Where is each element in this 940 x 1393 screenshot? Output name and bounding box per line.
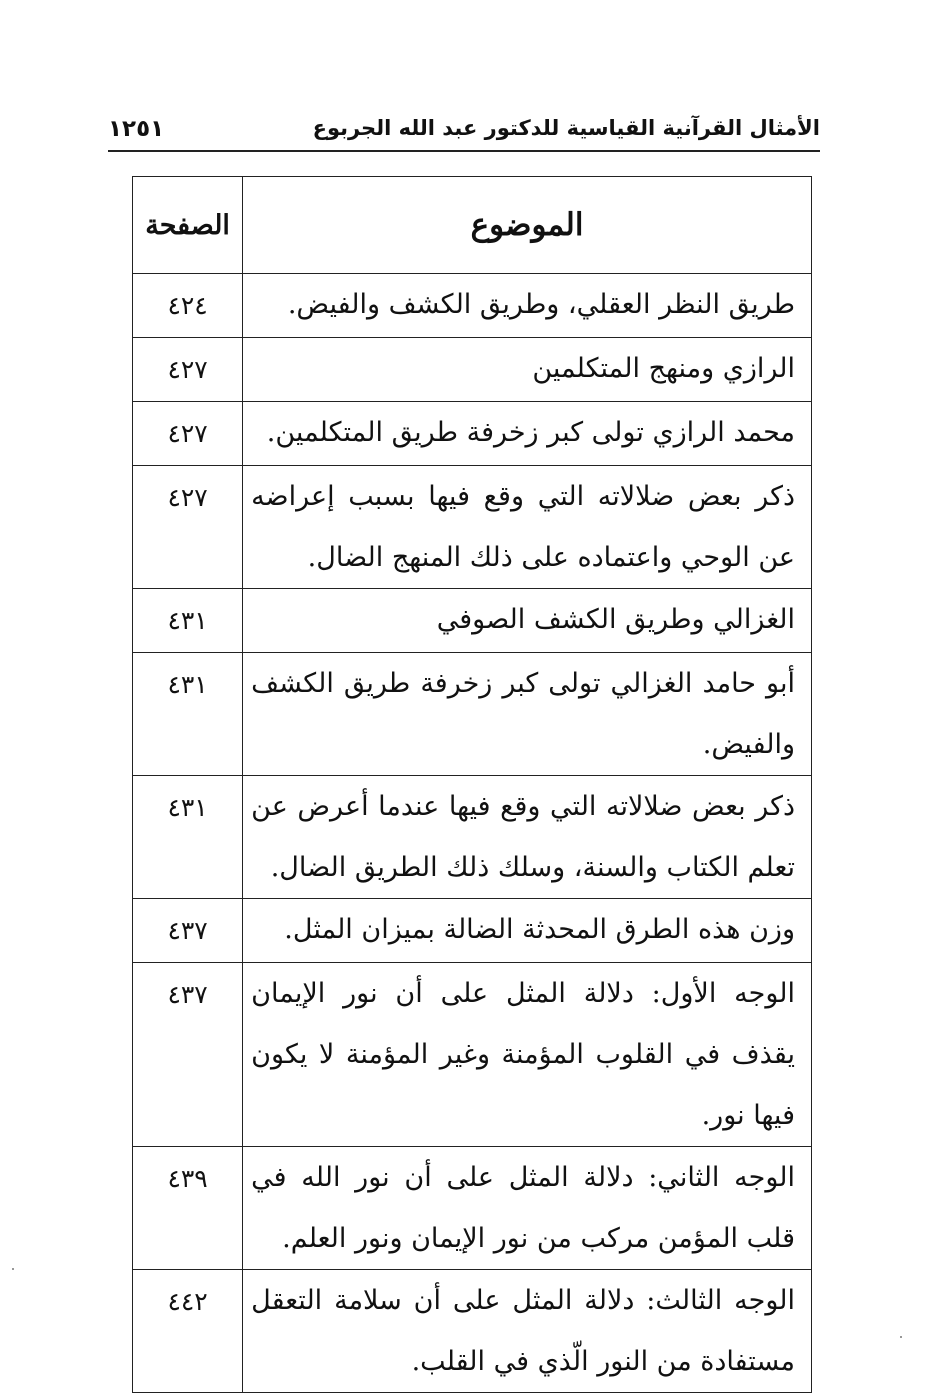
topic-cell: الوجه الأول: دلالة المثل على أن نور الإيمان يقذف في القلوب المؤمنة وغير المؤمنة لا يكون فيها نور. — [243, 963, 812, 1147]
page-cell: ٤٢٧ — [133, 466, 243, 589]
page-cell: ٤٣١ — [133, 776, 243, 899]
table-row — [133, 1147, 812, 1270]
page-cell: ٤٢٤ — [133, 274, 243, 338]
table-header-row — [133, 177, 812, 274]
topic-cell: الرازي ومنهج المتكلمين — [243, 338, 812, 402]
table-row — [133, 653, 812, 776]
running-title: الأمثال القرآنية القياسية للدكتور عبد الله الجربوع — [312, 116, 820, 140]
page-cell: ٤٢٧ — [133, 338, 243, 402]
table-row — [133, 466, 812, 589]
page-cell: ٤٣٧ — [133, 899, 243, 963]
table-row — [133, 963, 812, 1147]
page-cell: ٤٢٧ — [133, 402, 243, 466]
page-number: ١٢٥١ — [108, 116, 165, 142]
table-row — [133, 402, 812, 466]
table-row — [133, 589, 812, 653]
scan-speck — [12, 1268, 14, 1270]
topic-cell: طريق النظر العقلي، وطريق الكشف والفيض. — [243, 274, 812, 338]
table-row — [133, 1270, 812, 1393]
column-header-topic: الموضوع — [243, 177, 812, 274]
table-row — [133, 776, 812, 899]
page-cell: ٤٣١ — [133, 589, 243, 653]
scan-speck — [900, 1336, 902, 1338]
table-row — [133, 338, 812, 402]
topic-cell: وزن هذه الطرق المحدثة الضالة بميزان المثل. — [243, 899, 812, 963]
table-row — [133, 274, 812, 338]
table-of-contents — [132, 176, 812, 1393]
topic-cell: الوجه الثالث: دلالة المثل على أن سلامة التعقل مستفادة من النور الّذي في القلب. — [243, 1270, 812, 1393]
page-cell: ٤٤٢ — [133, 1270, 243, 1393]
running-header — [108, 112, 820, 152]
topic-cell: الغزالي وطريق الكشف الصوفي — [243, 589, 812, 653]
page-cell: ٤٣١ — [133, 653, 243, 776]
topic-cell: ذكر بعض ضلالاته التي وقع فيها بسبب إعراضه عن الوحي واعتماده على ذلك المنهج الضال. — [243, 466, 812, 589]
column-header-page: الصفحة — [133, 177, 243, 274]
topic-cell: ذكر بعض ضلالاته التي وقع فيها عندما أعرض عن تعلم الكتاب والسنة، وسلك ذلك الطريق الضال. — [243, 776, 812, 899]
topic-cell: محمد الرازي تولى كبر زخرفة طريق المتكلمين. — [243, 402, 812, 466]
topic-cell: أبو حامد الغزالي تولى كبر زخرفة طريق الكشف والفيض. — [243, 653, 812, 776]
table-row — [133, 899, 812, 963]
page-cell: ٤٣٩ — [133, 1147, 243, 1270]
topic-cell: الوجه الثاني: دلالة المثل على أن نور الله في قلب المؤمن مركب من نور الإيمان ونور العلم. — [243, 1147, 812, 1270]
page-cell: ٤٣٧ — [133, 963, 243, 1147]
